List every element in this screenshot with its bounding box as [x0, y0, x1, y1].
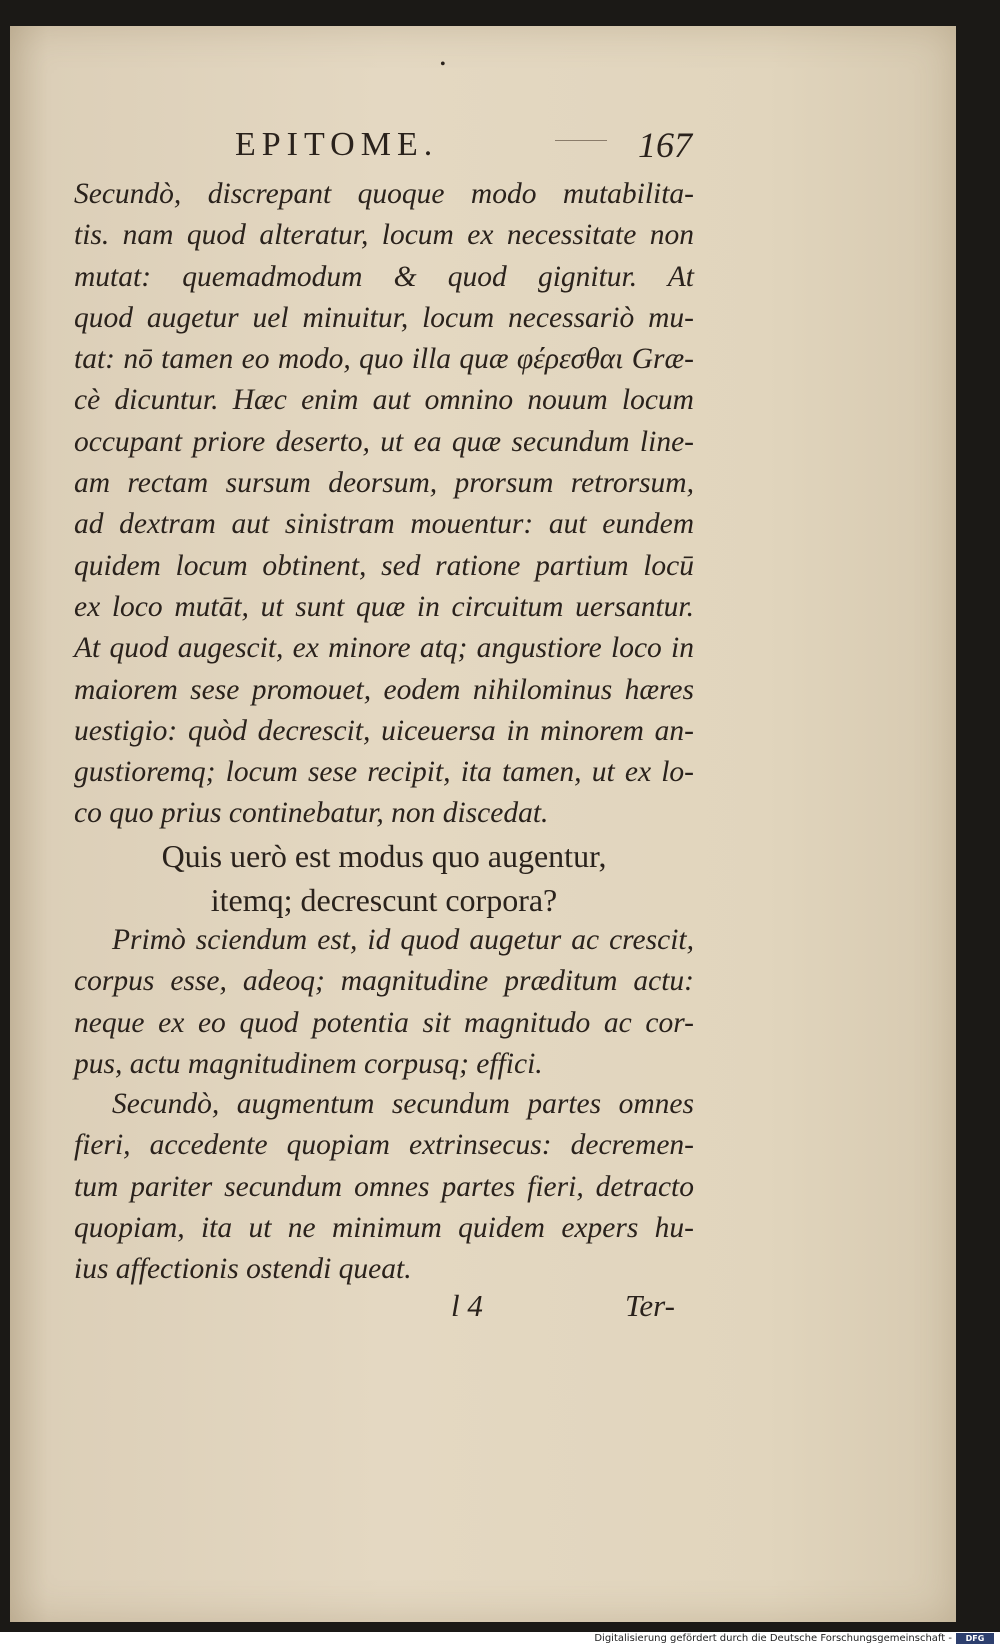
text-line: fieri, accedente quopiam extrinsecus: decremen-: [74, 1129, 694, 1162]
text-line: ius affectionis ostendi queat.: [74, 1253, 412, 1286]
text-line: cè dicuntur. Hæc enim aut omnino nouum locum: [74, 384, 694, 417]
paragraph-2: [74, 920, 694, 1085]
text-line: mutat: quemadmodum & quod gignitur. At: [74, 260, 694, 293]
text-line: occupant priore deserto, ut ea quæ secundum line-: [74, 425, 694, 458]
text-line: Secundò, augmentum secundum partes omnes: [112, 1088, 694, 1120]
text-line: maiorem sese promouet, eodem nihilominus hæres: [74, 673, 694, 706]
text-line: quod augetur uel minuitur, locum necessariò mu-: [74, 301, 694, 334]
page-number: 167: [638, 125, 692, 165]
text-line: ex loco mutāt, ut sunt quæ in circuitum uersantur.: [74, 590, 694, 623]
question-line: itemq; decrescunt corpora?: [210, 882, 558, 918]
text-line: uestigio: quòd decrescit, uiceuersa in minorem an-: [74, 714, 694, 747]
funding-credit: Digitalisierung gefördert durch die Deutsche Forschungsgemeinschaft -: [594, 1633, 952, 1644]
text-line: quopiam, ita ut ne minimum quidem expers hu-: [74, 1211, 694, 1244]
question-line: Quis uerò est modus quo augentur,: [161, 838, 607, 874]
text-line: tat: nō tamen eo modo, quo illa quæ φέρεσθαι Græ-: [74, 343, 694, 376]
text-line: am rectam sursum deorsum, prorsum retrorsum,: [74, 467, 694, 500]
paragraph-1: [74, 174, 694, 835]
text-line: tis. nam quod alteratur, locum ex necessitate non: [74, 219, 694, 252]
running-head: EPITOME.: [235, 126, 439, 163]
footer-bar: [0, 1632, 1000, 1645]
text-line: co quo prius continebatur, non discedat.: [74, 797, 549, 830]
question-heading: [74, 834, 694, 922]
text-line: quidem locum obtinent, sed ratione partium locū: [74, 549, 694, 582]
text-line: corpus esse, adeoq; magnitudine præditum actu:: [74, 965, 694, 998]
text-line: Secundò, discrepant quoque modo mutabilita-: [74, 178, 694, 210]
text-line: ad dextram aut sinistram mouentur: aut eundem: [74, 508, 694, 541]
text-line: gustioremq; locum sese recipit, ita tamen, ut ex lo-: [74, 756, 694, 789]
page-mark: •: [440, 56, 446, 73]
catchword: Ter-: [625, 1288, 675, 1323]
paragraph-3: [74, 1084, 694, 1290]
dfg-logo: DFG: [956, 1633, 994, 1644]
head-rule: [555, 140, 607, 141]
book-page: [10, 26, 956, 1622]
text-line: Primò sciendum est, id quod augetur ac crescit,: [112, 924, 694, 956]
text-line: At quod augescit, ex minore atq; angustiore loco in: [74, 632, 694, 665]
text-line: tum pariter secundum omnes partes fieri, detracto: [74, 1170, 694, 1203]
text-line: neque ex eo quod potentia sit magnitudo ac cor-: [74, 1006, 694, 1039]
signature-mark: l 4: [451, 1288, 483, 1323]
text-line: pus, actu magnitudinem corpusq; effici.: [74, 1047, 543, 1080]
